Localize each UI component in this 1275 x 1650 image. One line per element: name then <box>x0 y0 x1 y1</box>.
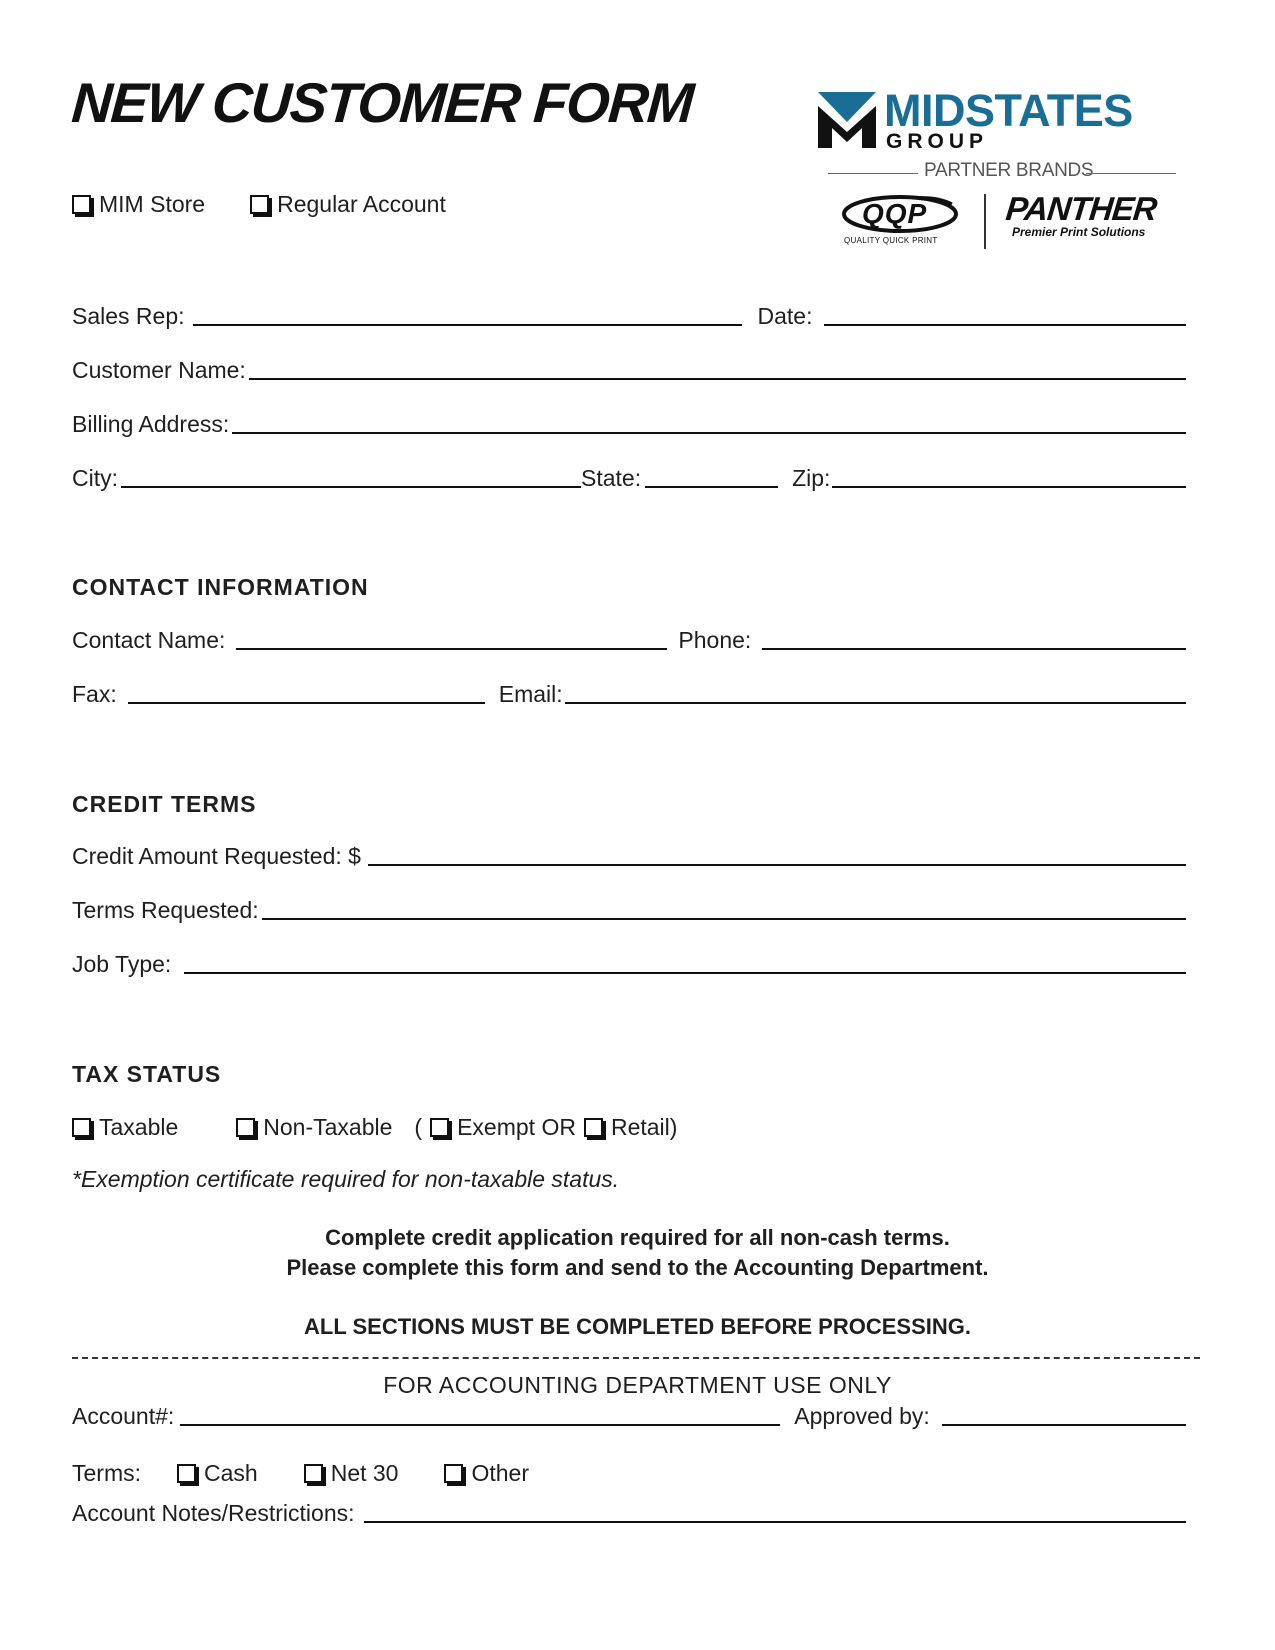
taxable-label: Taxable <box>99 1114 179 1140</box>
cash-label: Cash <box>204 1460 258 1486</box>
other-checkbox[interactable] <box>444 1464 463 1483</box>
zip-label: Zip: <box>792 465 831 491</box>
non-taxable-option[interactable] <box>236 1114 392 1141</box>
contact-name-field[interactable] <box>236 647 667 650</box>
credit-section-heading: CREDIT TERMS <box>72 791 257 817</box>
tax-status-options <box>72 1114 677 1141</box>
taxable-checkbox[interactable] <box>72 1118 91 1137</box>
mim-store-label: MIM Store <box>99 191 206 217</box>
sales-rep-label: Sales Rep: <box>72 303 185 329</box>
accounting-terms-label: Terms: <box>72 1460 141 1486</box>
zip-field[interactable] <box>832 485 1186 488</box>
all-sections-notice: ALL SECTIONS MUST BE COMPLETED BEFORE PROCESSING. <box>304 1314 971 1339</box>
regular-account-option[interactable] <box>250 191 446 218</box>
cash-option[interactable] <box>177 1460 258 1487</box>
state-label: State: <box>581 465 642 491</box>
customer-name-field[interactable] <box>249 377 1186 380</box>
send-form-notice: Please complete this form and send to the Accounting Department. <box>286 1255 989 1280</box>
credit-amount-label: Credit Amount Requested: $ <box>72 843 361 869</box>
qqp-text: QQP <box>862 198 928 229</box>
open-paren: ( <box>414 1114 423 1140</box>
partner-divider-right <box>1086 173 1176 174</box>
exemption-note: *Exemption certificate required for non-taxable status. <box>72 1166 620 1192</box>
fax-email-row <box>72 681 1186 708</box>
non-taxable-checkbox[interactable] <box>236 1118 255 1137</box>
billing-address-row <box>72 411 1186 438</box>
billing-address-field[interactable] <box>232 431 1186 434</box>
net30-option[interactable] <box>304 1460 399 1487</box>
retail-label: Retail) <box>610 1114 678 1140</box>
fax-field[interactable] <box>128 701 485 704</box>
exempt-label: Exempt OR <box>457 1114 576 1140</box>
page-title: NEW CUSTOMER FORM <box>69 71 695 134</box>
partner-brands-label: PARTNER BRANDS <box>924 160 1094 181</box>
terms-requested-row <box>72 897 1186 924</box>
credit-application-notice: Complete credit application required for all non-cash terms. <box>325 1225 950 1250</box>
job-type-row <box>72 951 1186 978</box>
midstates-wordmark: MIDSTATES <box>884 85 1133 136</box>
approved-by-field[interactable] <box>942 1423 1186 1426</box>
taxable-option[interactable] <box>72 1114 178 1141</box>
fax-label: Fax: <box>72 681 117 707</box>
date-label: Date: <box>757 303 813 329</box>
non-taxable-label: Non-Taxable <box>263 1114 393 1140</box>
sales-rep-field[interactable] <box>193 323 742 326</box>
exempt-checkbox[interactable] <box>430 1118 449 1137</box>
regular-account-label: Regular Account <box>277 191 446 217</box>
contact-name-label: Contact Name: <box>72 627 226 653</box>
account-number-row <box>72 1403 1186 1430</box>
terms-requested-field[interactable] <box>262 917 1186 920</box>
net30-checkbox[interactable] <box>304 1464 323 1483</box>
net30-label: Net 30 <box>330 1460 399 1486</box>
panther-logo <box>1004 190 1159 239</box>
contact-name-row <box>72 627 1186 654</box>
account-number-field[interactable] <box>180 1423 780 1426</box>
mim-store-checkbox[interactable] <box>72 195 91 214</box>
email-label: Email: <box>498 681 563 707</box>
email-field[interactable] <box>565 701 1186 704</box>
exempt-option[interactable] <box>430 1114 576 1141</box>
partner-divider-left <box>828 173 918 174</box>
billing-address-label: Billing Address: <box>72 411 230 437</box>
customer-name-label: Customer Name: <box>72 357 246 383</box>
retail-checkbox[interactable] <box>584 1118 603 1137</box>
qqp-logo <box>842 194 962 246</box>
credit-amount-row <box>72 843 1186 870</box>
regular-account-checkbox[interactable] <box>250 195 269 214</box>
other-label: Other <box>471 1460 529 1486</box>
accounting-heading: FOR ACCOUNTING DEPARTMENT USE ONLY <box>383 1372 892 1398</box>
contact-section-heading: CONTACT INFORMATION <box>72 574 369 600</box>
qqp-tagline: QUALITY QUICK PRINT <box>844 236 938 245</box>
phone-label: Phone: <box>678 627 752 653</box>
accounting-terms-options <box>72 1460 529 1487</box>
cash-checkbox[interactable] <box>177 1464 196 1483</box>
retail-option[interactable] <box>584 1114 677 1141</box>
account-type-options <box>72 191 446 218</box>
customer-name-row <box>72 357 1186 384</box>
approved-by-label: Approved by: <box>794 1403 930 1429</box>
city-field[interactable] <box>121 485 581 488</box>
account-number-label: Account#: <box>72 1403 175 1429</box>
job-type-field[interactable] <box>184 971 1186 974</box>
city-label: City: <box>72 465 118 491</box>
other-option[interactable] <box>444 1460 529 1487</box>
account-notes-row <box>72 1500 1186 1527</box>
brand-separator <box>984 194 986 249</box>
accounting-divider <box>72 1357 1200 1359</box>
city-state-zip-row <box>72 465 1186 492</box>
sales-rep-row <box>72 303 1186 330</box>
panther-tagline: Premier Print Solutions <box>1012 225 1146 239</box>
account-notes-label: Account Notes/Restrictions: <box>72 1500 355 1526</box>
terms-requested-label: Terms Requested: <box>72 897 259 923</box>
panther-text: PANTHER <box>1004 190 1159 227</box>
phone-field[interactable] <box>762 647 1186 650</box>
midstates-mark-icon <box>818 92 876 150</box>
midstates-group-text: GROUP <box>886 130 989 153</box>
mim-store-option[interactable] <box>72 191 205 218</box>
credit-amount-field[interactable] <box>368 863 1186 866</box>
account-notes-field[interactable] <box>364 1520 1186 1523</box>
midstates-logo <box>818 85 1178 270</box>
state-field[interactable] <box>645 485 778 488</box>
job-type-label: Job Type: <box>72 951 172 977</box>
date-field[interactable] <box>824 323 1187 326</box>
tax-section-heading: TAX STATUS <box>72 1061 222 1087</box>
